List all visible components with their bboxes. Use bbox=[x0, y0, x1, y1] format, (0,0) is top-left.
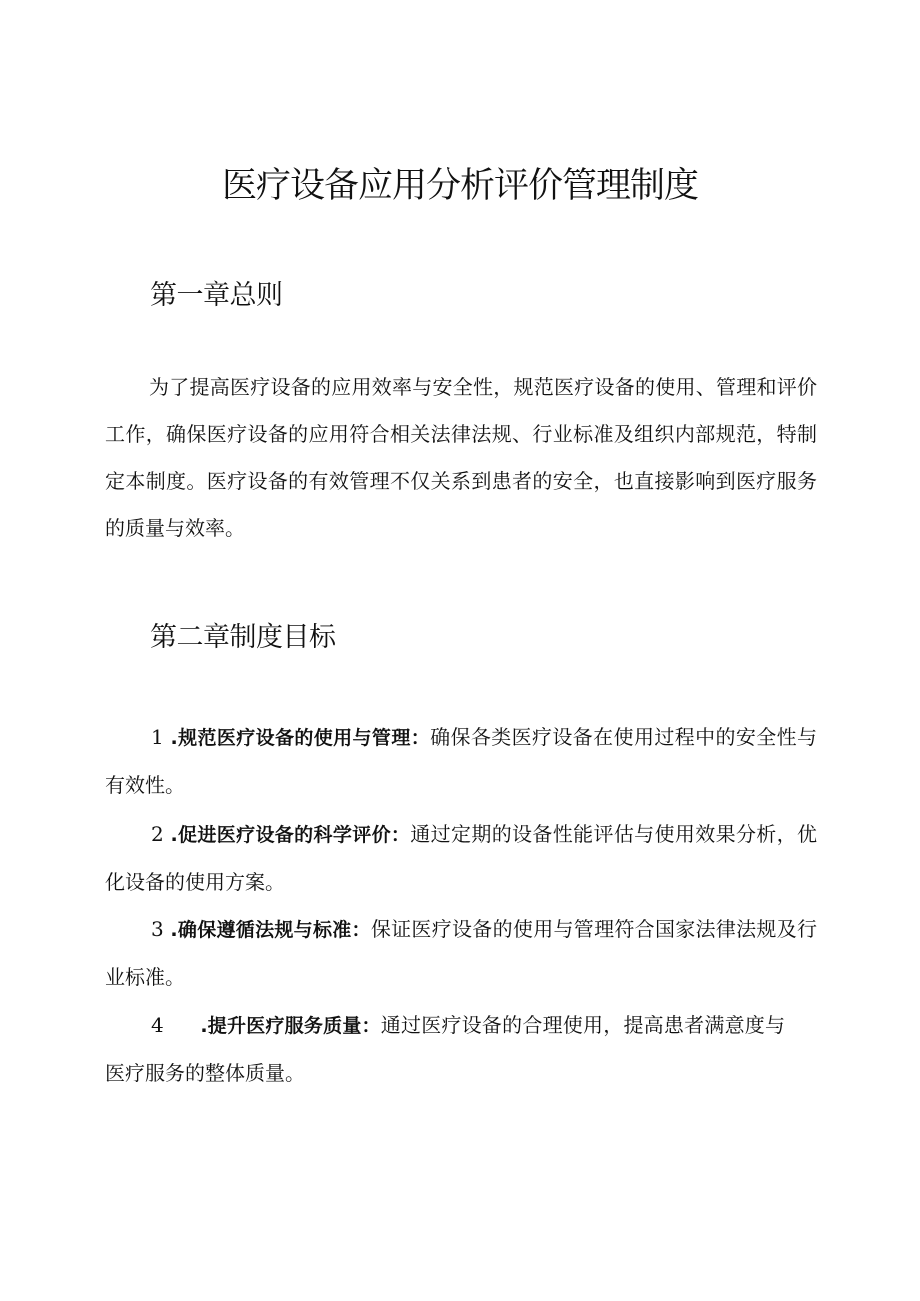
goal-item-text: 通过定期的设备性能评估与使用效果分析，优化设备的使用方案。 bbox=[105, 822, 818, 894]
goal-item-number: 2 bbox=[151, 822, 164, 846]
goal-item-lead: .提升医疗服务质量： bbox=[200, 1015, 381, 1037]
chapter-1-heading: 第一章总则 bbox=[150, 280, 283, 311]
goal-item-1 bbox=[105, 714, 817, 809]
goal-item-2 bbox=[105, 811, 817, 906]
goal-item-4 bbox=[105, 1002, 785, 1097]
goal-item-text: 确保各类医疗设备在使用过程中的安全性与有效性。 bbox=[105, 725, 818, 797]
document-title: 医疗设备应用分析评价管理制度 bbox=[221, 166, 698, 206]
goal-item-number: 1 bbox=[151, 725, 164, 749]
goal-item-lead: .确保遵循法规与标准： bbox=[170, 919, 371, 941]
chapter-1-paragraph: 为了提高医疗设备的应用效率与安全性，规范医疗设备的使用、管理和评价工作，确保医疗设备的应用符合相关法律法规、行业标准及组织内部规范，特制定本制度。医疗设备的有效管理不仅关系到患者的安全，也直接影响到医疗服务的质量与效率。 bbox=[105, 375, 817, 540]
goal-item-text: 保证医疗设备的使用与管理符合国家法律法规及行业标准。 bbox=[105, 917, 818, 989]
goal-item-lead: .规范医疗设备的使用与管理： bbox=[170, 727, 431, 749]
goal-item-text: 通过医疗设备的合理使用，提高患者满意度与医疗服务的整体质量。 bbox=[105, 1013, 786, 1085]
goal-item-number: 3 bbox=[151, 917, 164, 941]
goal-item-3 bbox=[105, 906, 817, 1001]
goal-item-lead: .促进医疗设备的科学评价： bbox=[170, 824, 411, 846]
chapter-2-heading: 第二章制度目标 bbox=[150, 622, 336, 653]
goal-item-number: 4 bbox=[151, 1013, 164, 1037]
